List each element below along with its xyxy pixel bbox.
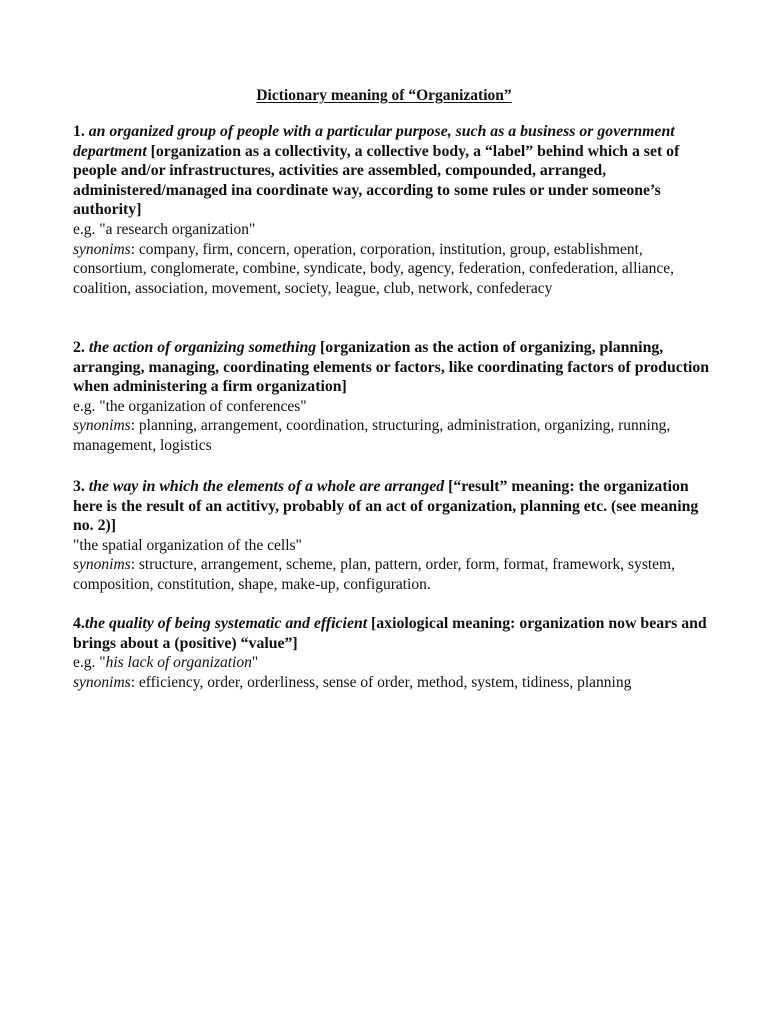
example-prefix: e.g. " — [73, 654, 106, 672]
definition-paragraph — [73, 338, 713, 397]
example-text: his lack of organization — [105, 654, 252, 672]
example-line — [73, 220, 713, 240]
example-prefix: " — [73, 536, 80, 554]
example-text: a research organization — [105, 220, 250, 238]
commentary-text: [“result” meaning: the organization here is the result of an actitivy, probably of an act of organization, planning etc. (see meaning no. 2)] — [73, 478, 699, 535]
synonyms-text: : company, firm, concern, operation, corporation, institution, group, establishment, consortium, conglomerate, combine, syndicate, body, agency, federation, confederation, alliance, coalition, association, movement, society, league, club, network, confederacy — [73, 240, 674, 297]
example-line — [73, 536, 713, 556]
definition-text: an organized group of people with a particular purpose, such as a business or government department — [73, 123, 675, 160]
synonyms-line — [73, 416, 713, 455]
example-line — [73, 397, 713, 417]
entry-number-separator: . — [80, 339, 89, 356]
synonyms-label: synonims — [73, 240, 131, 258]
synonyms-label: synonims — [73, 673, 131, 691]
synonyms-line — [73, 673, 713, 693]
example-suffix: " — [300, 397, 307, 415]
page-title: Dictionary meaning of “Organization” — [256, 87, 512, 104]
definition-text: the way in which the elements of a whole are arranged — [88, 478, 445, 495]
definition-entry-4 — [73, 614, 713, 692]
synonyms-line — [73, 555, 713, 594]
entry-number: 2 — [73, 339, 81, 356]
example-text: the organization of conferences — [105, 397, 301, 415]
entry-number: 3. — [73, 478, 85, 495]
synonyms-line — [73, 240, 713, 299]
definition-paragraph — [73, 477, 713, 536]
definition-text: the quality of being systematic and efficient — [84, 615, 368, 632]
commentary-text: [axiological meaning: organization now bears and brings about a (positive) “value”] — [73, 615, 707, 652]
synonyms-text: : structure, arrangement, scheme, plan, pattern, order, form, format, framework, system, composition, constitution, shape, make-up, configuration. — [73, 556, 675, 593]
example-suffix: " — [251, 654, 259, 672]
synonyms-text: : planning, arrangement, coordination, structuring, administration, organizing, running, management, logistics — [73, 417, 671, 454]
definition-text: the action of organizing something — [88, 339, 317, 356]
definition-entry-1 — [73, 122, 713, 298]
definition-entry-3 — [73, 477, 713, 595]
example-suffix: " — [295, 536, 302, 554]
entry-number: 1. — [73, 123, 85, 140]
definition-paragraph — [73, 122, 713, 220]
example-line — [73, 653, 713, 673]
commentary-text: [organization as the action of organizing, planning, arranging, managing, coordinating elements or factors, like coordinating factors of production when administering a firm organization] — [73, 339, 710, 396]
entry-number: 4. — [73, 615, 85, 632]
definition-paragraph — [73, 614, 713, 653]
commentary-text: [organization as a collectivity, a collective body, a “label” behind which a set of people and/or infrastructures, activities are assembled, compounded, arranged, administered/managed ina coordinate way, according to some rules or under someone’s authority] — [73, 142, 680, 219]
synonyms-text: : efficiency, order, orderliness, sense of order, method, system, tidiness, planning — [130, 673, 632, 691]
example-text: the spatial organization of the cells — [79, 536, 296, 554]
synonyms-label: synonims — [73, 417, 131, 435]
synonyms-label: synonims — [73, 556, 131, 574]
example-prefix: e.g. " — [73, 397, 106, 415]
example-suffix: " — [249, 220, 256, 238]
example-prefix: e.g. " — [73, 220, 106, 238]
definition-entry-2 — [73, 338, 713, 456]
